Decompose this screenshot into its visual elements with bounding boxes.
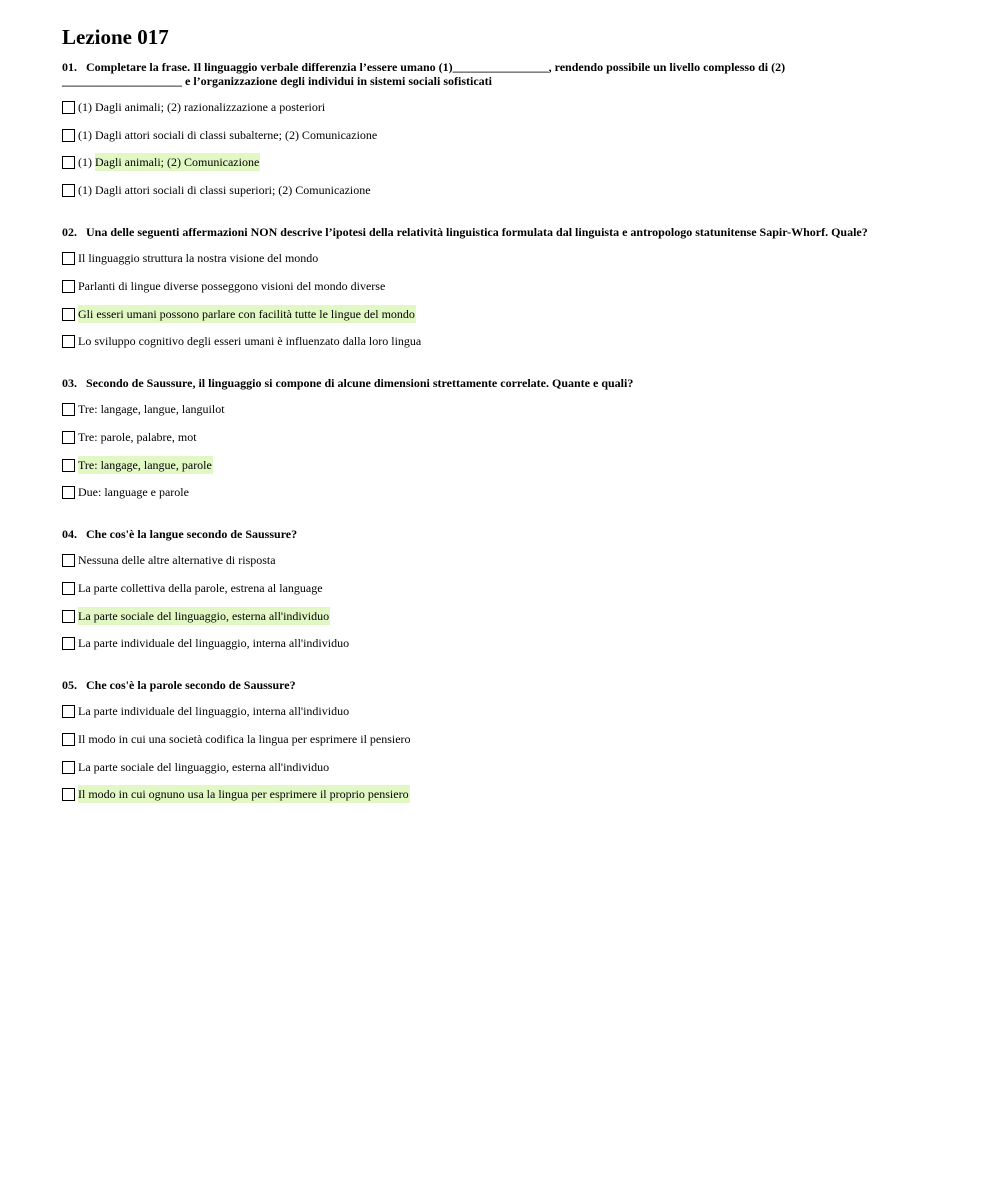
option-label: (1) Dagli attori sociali di classi subalterne; (2) Comunicazione [78, 128, 378, 142]
checkbox[interactable] [62, 280, 75, 293]
option-label: Due: language e parole [78, 485, 189, 499]
question-text-line2: ____________________ e l’organizzazione degli individui in sistemi sociali sofisticati [62, 74, 492, 88]
checkbox[interactable] [62, 252, 75, 265]
question-text [62, 527, 942, 541]
option-label: Lo sviluppo cognitivo degli esseri umani è influenzato dalla loro lingua [78, 334, 422, 348]
option-label: Tre: langage, langue, languilot [78, 402, 225, 416]
checkbox[interactable] [62, 129, 75, 142]
question-number: 03. [62, 376, 77, 390]
option-02-c[interactable] [62, 306, 416, 322]
option-label: (1) Dagli animali; (2) razionalizzazione a posteriori [78, 100, 326, 114]
option-01-d[interactable] [62, 182, 371, 198]
option-04-c[interactable] [62, 608, 330, 624]
checkbox[interactable] [62, 610, 75, 623]
option-02-d[interactable] [62, 333, 421, 349]
option-01-c[interactable] [62, 154, 260, 170]
option-02-a[interactable] [62, 250, 318, 266]
option-04-b[interactable] [62, 580, 323, 596]
option-label-highlighted: Dagli animali; (2) Comunicazione [95, 155, 260, 169]
checkbox[interactable] [62, 459, 75, 472]
checkbox[interactable] [62, 582, 75, 595]
question-02 [62, 225, 942, 239]
checkbox[interactable] [62, 733, 75, 746]
option-03-d[interactable] [62, 484, 189, 500]
checkbox[interactable] [62, 705, 75, 718]
option-label-prefix: (1) [78, 155, 95, 169]
option-05-c[interactable] [62, 759, 329, 775]
question-text-line1: Che cos'è la langue secondo de Saussure? [86, 527, 298, 541]
question-text-line1: Che cos'è la parole secondo de Saussure? [86, 678, 296, 692]
question-text [62, 225, 942, 239]
checkbox[interactable] [62, 184, 75, 197]
checkbox[interactable] [62, 156, 75, 169]
checkbox[interactable] [62, 101, 75, 114]
option-label-highlighted: Il modo in cui ognuno usa la lingua per esprimere il proprio pensiero [78, 787, 409, 801]
option-05-b[interactable] [62, 731, 411, 747]
checkbox[interactable] [62, 403, 75, 416]
option-label-highlighted: Gli esseri umani possono parlare con facilità tutte le lingue del mondo [78, 307, 415, 321]
option-05-a[interactable] [62, 703, 349, 719]
question-text-line1: Secondo de Saussure, il linguaggio si compone di alcune dimensioni strettamente correlate. Quante e quali? [86, 376, 634, 390]
checkbox[interactable] [62, 554, 75, 567]
option-label: Il modo in cui una società codifica la lingua per esprimere il pensiero [78, 732, 411, 746]
checkbox[interactable] [62, 761, 75, 774]
option-03-c[interactable] [62, 457, 213, 473]
question-05 [62, 678, 942, 692]
option-label: Il linguaggio struttura la nostra visione del mondo [78, 251, 319, 265]
option-label: Parlanti di lingue diverse posseggono visioni del mondo diverse [78, 279, 386, 293]
question-text [62, 376, 942, 390]
checkbox[interactable] [62, 486, 75, 499]
option-label: (1) Dagli attori sociali di classi superiori; (2) Comunicazione [78, 183, 371, 197]
question-01 [62, 60, 942, 88]
option-01-b[interactable] [62, 127, 377, 143]
question-number: 02. [62, 225, 77, 239]
option-04-d[interactable] [62, 635, 349, 651]
lesson-title: Lezione 017 [62, 25, 169, 49]
option-05-d[interactable] [62, 786, 410, 802]
option-label: La parte sociale del linguaggio, esterna all'individuo [78, 760, 330, 774]
question-number: 05. [62, 678, 77, 692]
option-label: La parte individuale del linguaggio, interna all'individuo [78, 704, 350, 718]
question-04 [62, 527, 942, 541]
checkbox[interactable] [62, 788, 75, 801]
checkbox[interactable] [62, 335, 75, 348]
option-label: La parte collettiva della parole, estrena al language [78, 581, 323, 595]
option-03-b[interactable] [62, 429, 197, 445]
option-label: Nessuna delle altre alternative di risposta [78, 553, 276, 567]
option-01-a[interactable] [62, 99, 325, 115]
checkbox[interactable] [62, 637, 75, 650]
question-number: 04. [62, 527, 77, 541]
question-number: 01. [62, 60, 77, 74]
question-text-line1: Una delle seguenti affermazioni NON descrive l’ipotesi della relatività linguistica formulata dal linguista e antropologo statunitense Sapir-Whorf. Quale? [86, 225, 868, 239]
option-04-a[interactable] [62, 552, 276, 568]
option-label-highlighted: Tre: langage, langue, parole [78, 458, 212, 472]
option-02-b[interactable] [62, 278, 385, 294]
question-text [62, 60, 942, 88]
question-text [62, 678, 942, 692]
checkbox[interactable] [62, 431, 75, 444]
option-label: Tre: parole, palabre, mot [78, 430, 197, 444]
option-label: La parte individuale del linguaggio, interna all'individuo [78, 636, 350, 650]
question-text-line1: Completare la frase. Il linguaggio verbale differenzia l’essere umano (1)________________, rendendo possibile un livello complesso di (2) [86, 60, 786, 74]
question-03 [62, 376, 942, 390]
option-label-highlighted: La parte sociale del linguaggio, esterna all'individuo [78, 609, 330, 623]
option-03-a[interactable] [62, 401, 225, 417]
checkbox[interactable] [62, 308, 75, 321]
